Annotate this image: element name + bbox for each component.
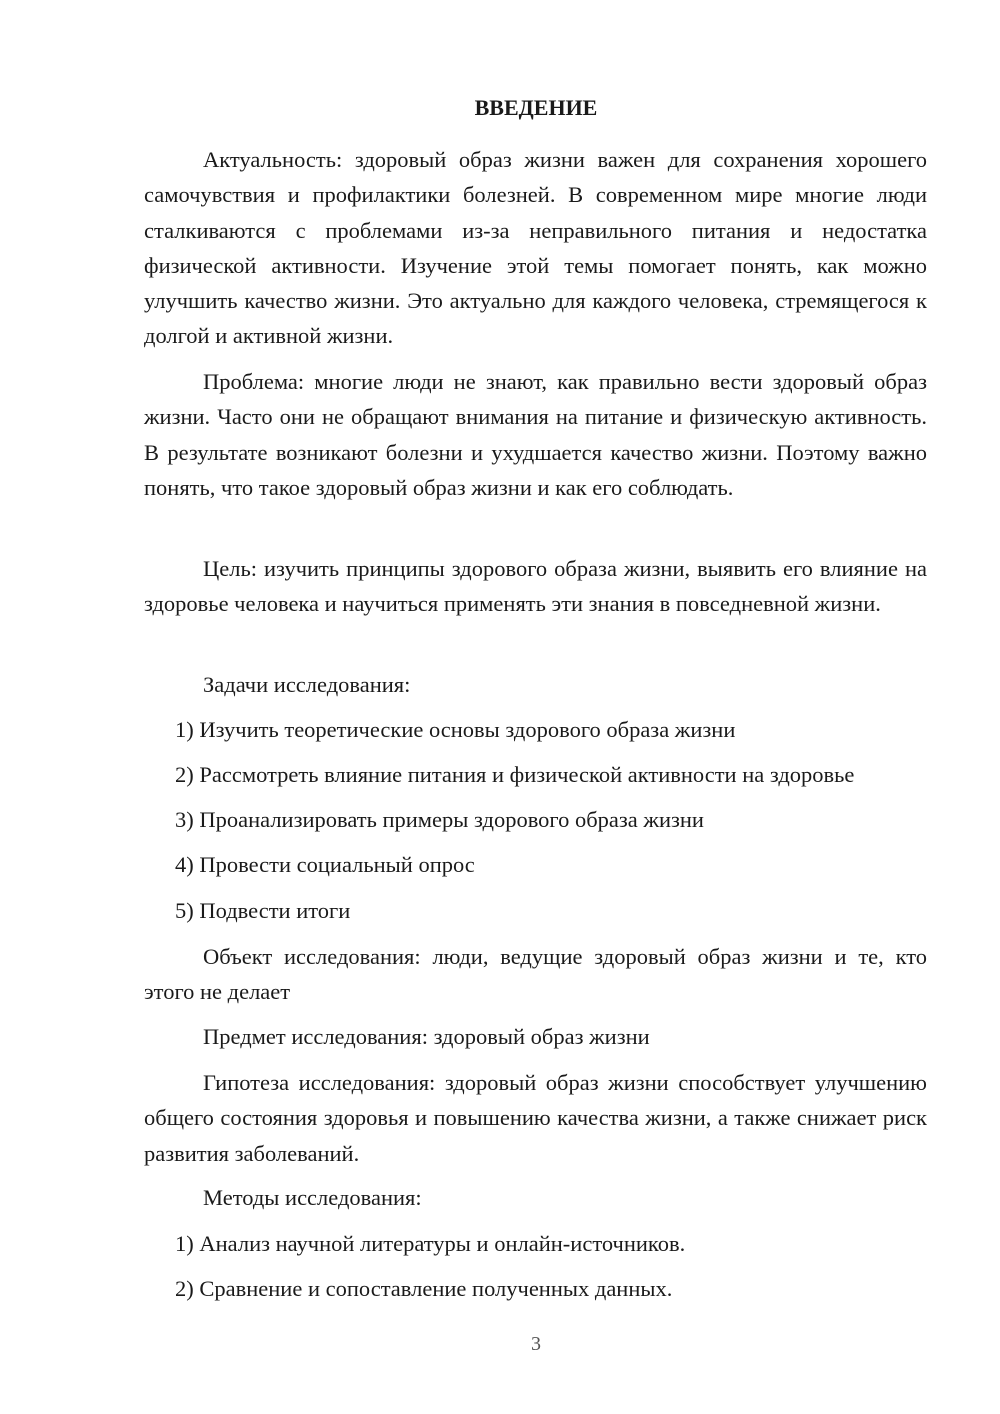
hypothesis-paragraph: Гипотеза исследования: здоровый образ жизни способствует улучшению общего состояния здоровья и повышению качества жизни, а также снижает риск развития заболеваний. — [144, 1070, 927, 1166]
list-item: 1) Изучить теоретические основы здорового образа жизни — [175, 717, 736, 742]
list-item: 3) Проанализировать примеры здорового образа жизни — [175, 807, 704, 832]
tasks-heading: Задачи исследования: — [203, 672, 411, 697]
problem-paragraph: Проблема: многие люди не знают, как правильно вести здоровый образ жизни. Часто они не обращают внимания на питание и физическую активность. В результате возникают болезни и ухудшается качество жизни. Поэтому важно понять, что такое здоровый образ жизни и как его соблюдать. — [144, 369, 927, 500]
list-item: 1) Анализ научной литературы и онлайн-источников. — [175, 1231, 686, 1256]
list-item: 5) Подвести итоги — [175, 898, 351, 923]
list-item: 2) Сравнение и сопоставление полученных данных. — [175, 1276, 673, 1301]
page-number: 3 — [531, 1333, 541, 1355]
methods-heading: Методы исследования: — [203, 1185, 422, 1210]
goal-paragraph: Цель: изучить принципы здорового образа жизни, выявить его влияние на здоровье человека и научиться применять эти знания в повседневной жизни. — [144, 556, 927, 617]
list-item: 4) Провести социальный опрос — [175, 852, 475, 877]
object-paragraph: Объект исследования: люди, ведущие здоровый образ жизни и те, кто этого не делает — [144, 944, 927, 1005]
subject-paragraph: Предмет исследования: здоровый образ жизни — [203, 1024, 650, 1049]
section-title: ВВЕДЕНИЕ — [474, 95, 598, 120]
list-item: 2) Рассмотреть влияние питания и физической активности на здоровье — [175, 762, 855, 787]
relevance-paragraph: Актуальность: здоровый образ жизни важен для сохранения хорошего самочувствия и профилактики болезней. В современном мире многие люди сталкиваются с проблемами из-за неправильного питания и недостатка физической активности. Изучение этой темы помогает понять, как можно улучшить качество жизни. Это актуально для каждого человека, стремящегося к долгой и активной жизни. — [144, 147, 927, 349]
